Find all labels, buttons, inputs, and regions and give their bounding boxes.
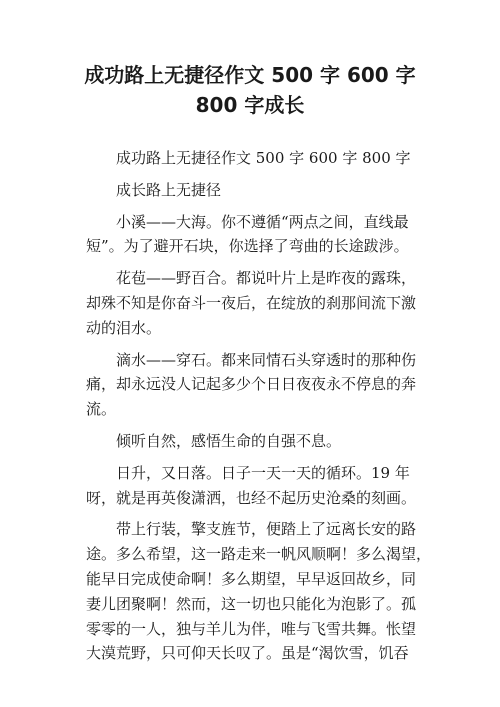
paragraph bbox=[86, 210, 426, 260]
paragraph bbox=[86, 266, 426, 340]
document-title-line-2: 800 字成长 bbox=[195, 93, 305, 117]
paragraph-line: 痛，却永远没人记起多少个日日夜夜永不停息的奔 bbox=[86, 375, 417, 394]
paragraph bbox=[86, 429, 426, 454]
document-body bbox=[86, 146, 432, 673]
paragraph-line: 途。多么希望，这一路走来一帆风顺啊！多么渴望， bbox=[86, 545, 432, 564]
paragraph-line: 短”。为了避开石块，你选择了弯曲的长途跋涉。 bbox=[86, 237, 409, 256]
paragraph-line: 呀，就是再英俊潇洒，也经不起历史沧桑的刻画。 bbox=[86, 488, 417, 507]
paragraph bbox=[86, 348, 426, 422]
paragraph-line: 滴水——穿石。都来同情石头穿透时的那种伤 bbox=[116, 350, 417, 369]
paragraph-line: 倾听自然，感悟生命的自强不息。 bbox=[116, 431, 342, 450]
paragraph-line: 流。 bbox=[86, 400, 117, 419]
paragraph-line: 大漠荒野，只可仰天长叹了。虽是“渴饮雪，饥吞 bbox=[86, 644, 409, 663]
paragraph-line: 零零的一人，独与羊儿为伴，唯与飞雪共舞。怅望 bbox=[86, 619, 417, 638]
paragraph bbox=[86, 517, 432, 666]
document-title-line-1: 成功路上无捷径作文 500 字 600 字 bbox=[84, 63, 416, 87]
paragraph bbox=[86, 461, 426, 511]
paragraph-line: 小溪——大海。你不遵循“两点之间，直线最 bbox=[116, 212, 409, 231]
paragraph-line: 却殊不知是你奋斗一夜后，在绽放的刹那间流下激 bbox=[86, 293, 417, 312]
paragraph-line: 花苞——野百合。都说叶片上是昨夜的露珠， bbox=[116, 269, 417, 288]
paragraph-line: 成长路上无捷径 bbox=[116, 180, 222, 199]
paragraph-line: 动的泪水。 bbox=[86, 318, 162, 337]
paragraph-line: 成功路上无捷径作文 500 字 600 字 800 字 bbox=[116, 149, 411, 167]
paragraph-line: 日升，又日落。日子一天一天的循环。19 年 bbox=[116, 463, 410, 482]
paragraph bbox=[86, 178, 426, 203]
paragraph-line: 妻儿团聚啊！然而，这一切也只能化为泡影了。孤 bbox=[86, 594, 417, 613]
paragraph-line: 能早日完成使命啊！多么期望，早早返回故乡，同 bbox=[86, 569, 417, 588]
paragraph bbox=[86, 146, 426, 171]
paragraph-line: 带上行装，擎支旌节，便踏上了远离长安的路 bbox=[116, 520, 417, 539]
